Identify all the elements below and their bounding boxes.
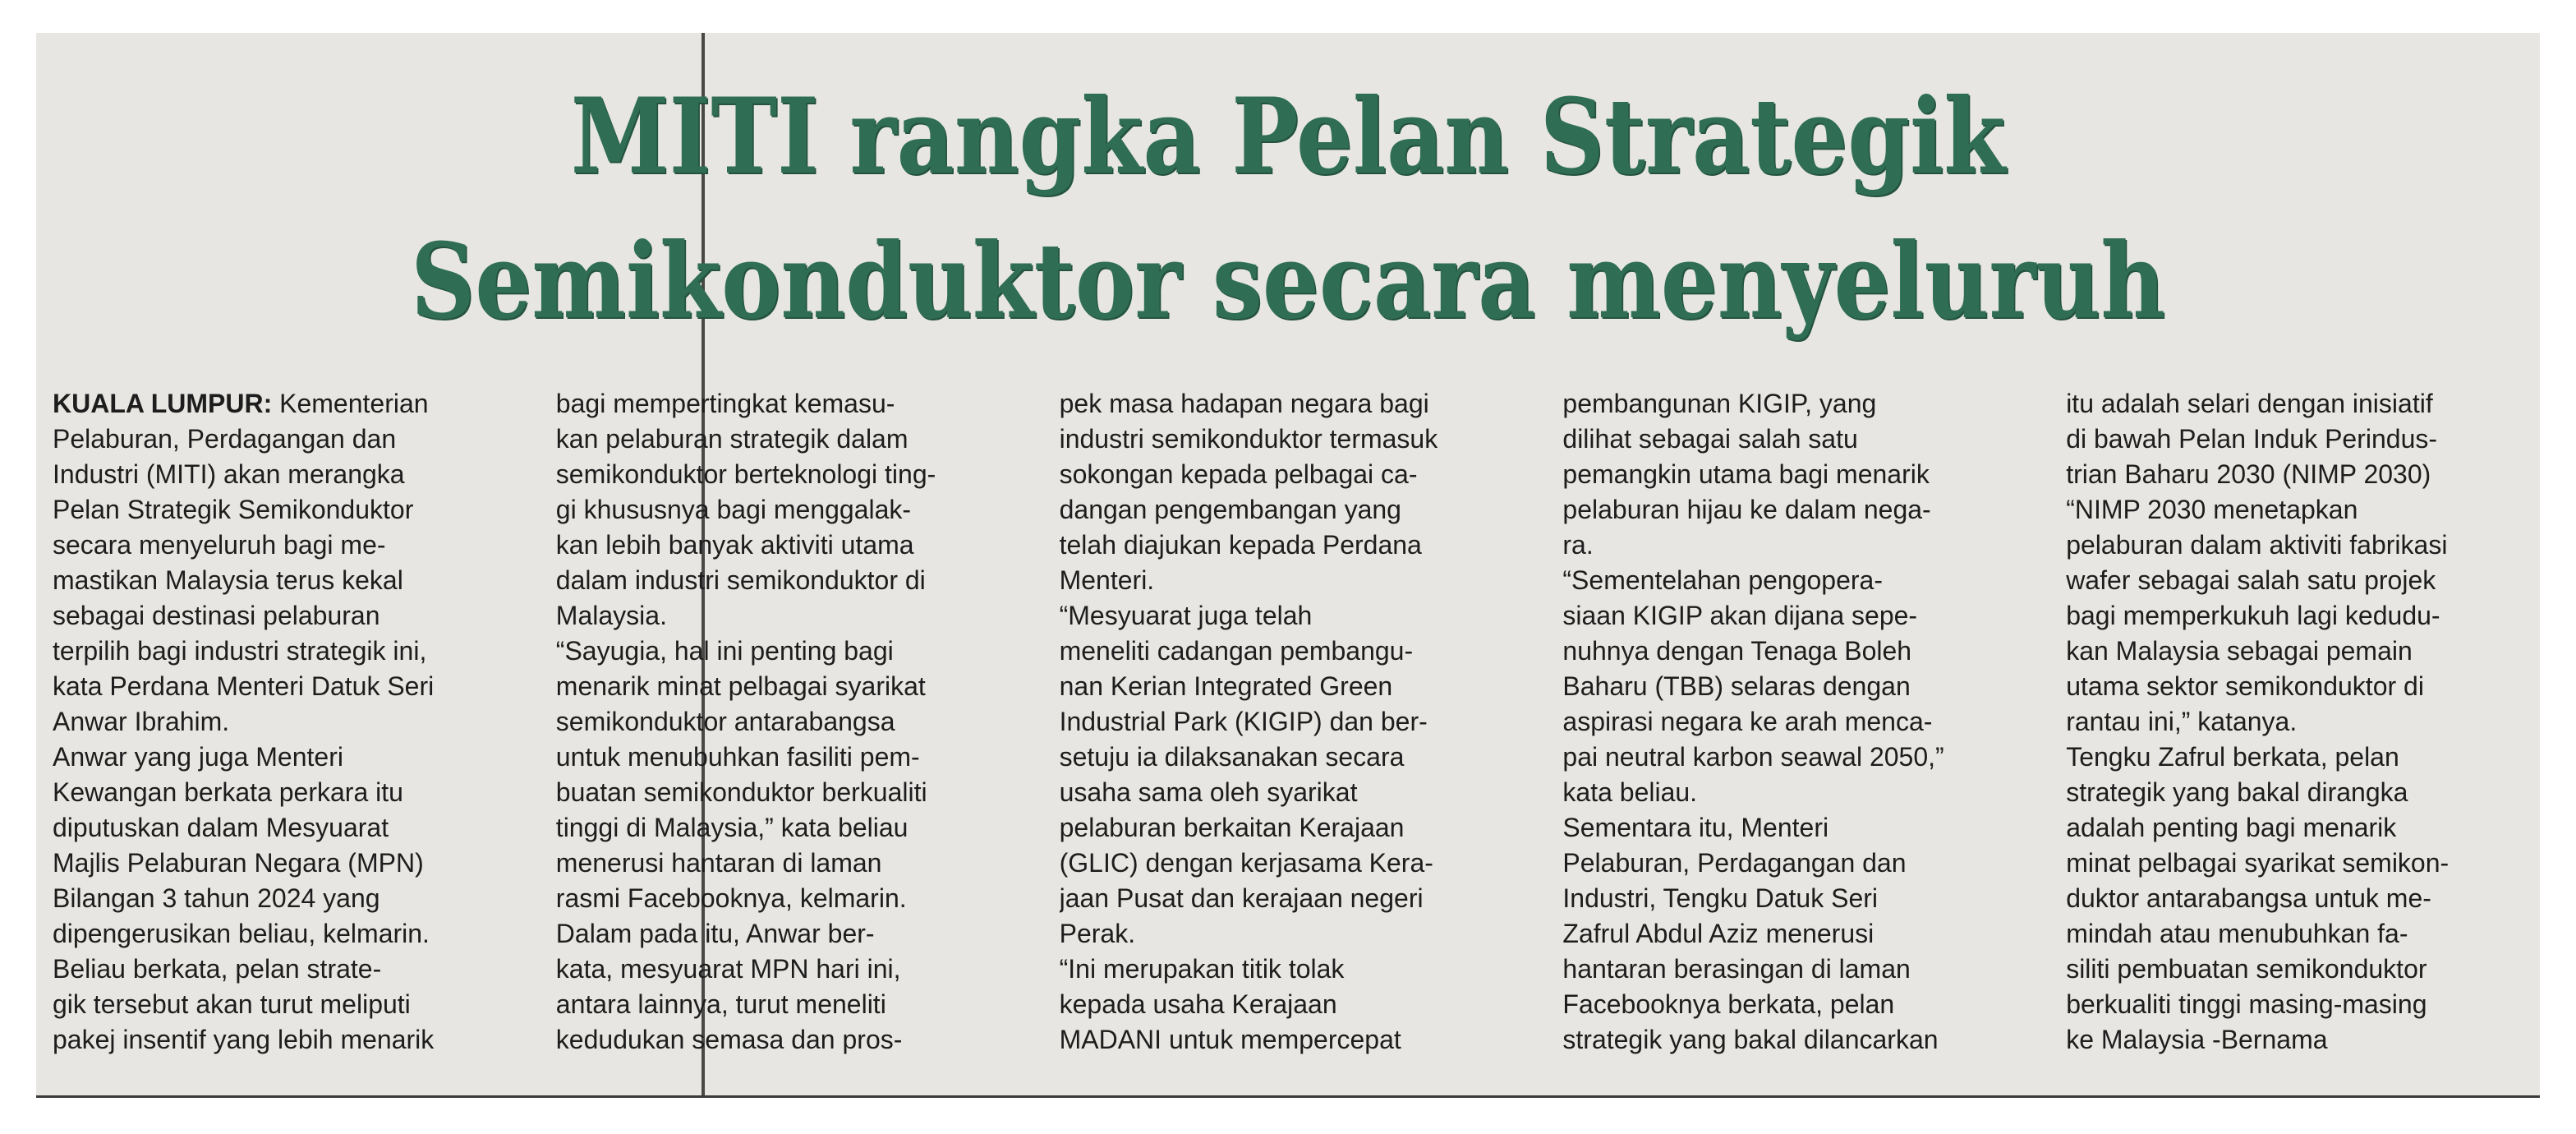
headline <box>211 64 2364 353</box>
article-column-5 <box>2066 386 2525 1068</box>
headline-line-2: Semikonduktor secara menyeluruh <box>411 220 2165 342</box>
article-body <box>53 386 2525 1068</box>
article-column-3 <box>1060 386 1519 1068</box>
newspaper-clipping <box>36 33 2540 1098</box>
headline-line-1: MITI rangka Pelan Strategik <box>570 76 2006 197</box>
bottom-rule <box>36 1095 2540 1098</box>
article-column-4 <box>1562 386 2022 1068</box>
column-text: pek masa hadapan negara bagi industri semikonduktor termasuk sokongan kepada pelbagai ca- dangan pengembangan yang telah diajukan kepada Perdana Menteri. “Mesyuarat juga telah meneliti cadangan pembangu- nan Kerian Integrated Green Industrial Park (KIGIP) dan ber- setuju ia dilaksanakan secara usaha sama oleh syarikat pelaburan berkaitan Kerajaan (GLIC) dengan kerjasama Kera- jaan Pusat dan kerajaan negeri Perak. “Ini merupakan titik tolak kepada usaha Kerajaan MADANI untuk mempercepat <box>1059 389 1438 1054</box>
column-text: pembangunan KIGIP, yang dilihat sebagai salah satu pemangkin utama bagi menarik pelaburan hijau ke dalam nega- ra. “Sementelahan pengopera- siaan KIGIP akan dijana sepe- nuhnya dengan Tenaga Boleh Baharu (TBB) selaras dengan aspirasi negara ke arah menca- pai neutral karbon seawal 2050,” kata beliau. Sementara itu, Menteri Pelaburan, Perdagangan dan Industri, Tengku Datuk Seri Zafrul Abdul Aziz menerusi hantaran berasingan di laman Facebooknya berkata, pelan strategik yang bakal dilancarkan <box>1562 389 1944 1054</box>
column-text: bagi mempertingkat kemasu- kan pelaburan strategik dalam semikonduktor berteknologi ting- gi khususnya bagi menggalak- kan lebih banyak aktiviti utama dalam industri semikonduktor di Malaysia. “Sayugia, hal ini penting bagi menarik minat pelbagai syarikat semikonduktor antarabangsa untuk menubuhkan fasiliti pem- buatan semikonduktor berkualiti tinggi di Malaysia,” kata beliau menerusi hantaran di laman rasmi Facebooknya, kelmarin. Dalam pada itu, Anwar ber- kata, mesyuarat MPN hari ini, antara lainnya, turut meneliti kedudukan semasa dan pros- <box>555 389 936 1054</box>
column-text: Kementerian Pelaburan, Perdagangan dan Industri (MITI) akan merangka Pelan Strategik Semikonduktor secara menyeluruh bagi me- mastikan Malaysia terus kekal sebagai destinasi pelaburan terpilih bagi industri strategik ini, kata Perdana Menteri Datuk Seri Anwar Ibrahim. Anwar yang juga Menteri Kewangan berkata perkara itu diputuskan dalam Mesyuarat Majlis Pelaburan Negara (MPN) Bilangan 3 tahun 2024 yang dipengerusikan beliau, kelmarin. Beliau berkata, pelan strate- gik tersebut akan turut meliputi pakej insentif yang lebih menarik <box>53 389 435 1054</box>
column-text: itu adalah selari dengan inisiatif di bawah Pelan Induk Perindus- trian Baharu 2030 (NIMP 2030) “NIMP 2030 menetapkan pelaburan dalam aktiviti fabrikasi wafer sebagai salah satu projek bagi memperkukuh lagi kedudu- kan Malaysia sebagai pemain utama sektor semikonduktor di rantau ini,” katanya. Tengku Zafrul berkata, pelan strategik yang bakal dirangka adalah penting bagi menarik minat pelbagai syarikat semikon- duktor antarabangsa untuk me- mindah atau menubuhkan fa- siliti pembuatan semikonduktor berkualiti tinggi masing-masing ke Malaysia -Bernama <box>2066 389 2450 1054</box>
dateline: KUALA LUMPUR: <box>53 389 273 418</box>
article-column-2 <box>556 386 1015 1068</box>
article-column-1 <box>53 386 512 1068</box>
